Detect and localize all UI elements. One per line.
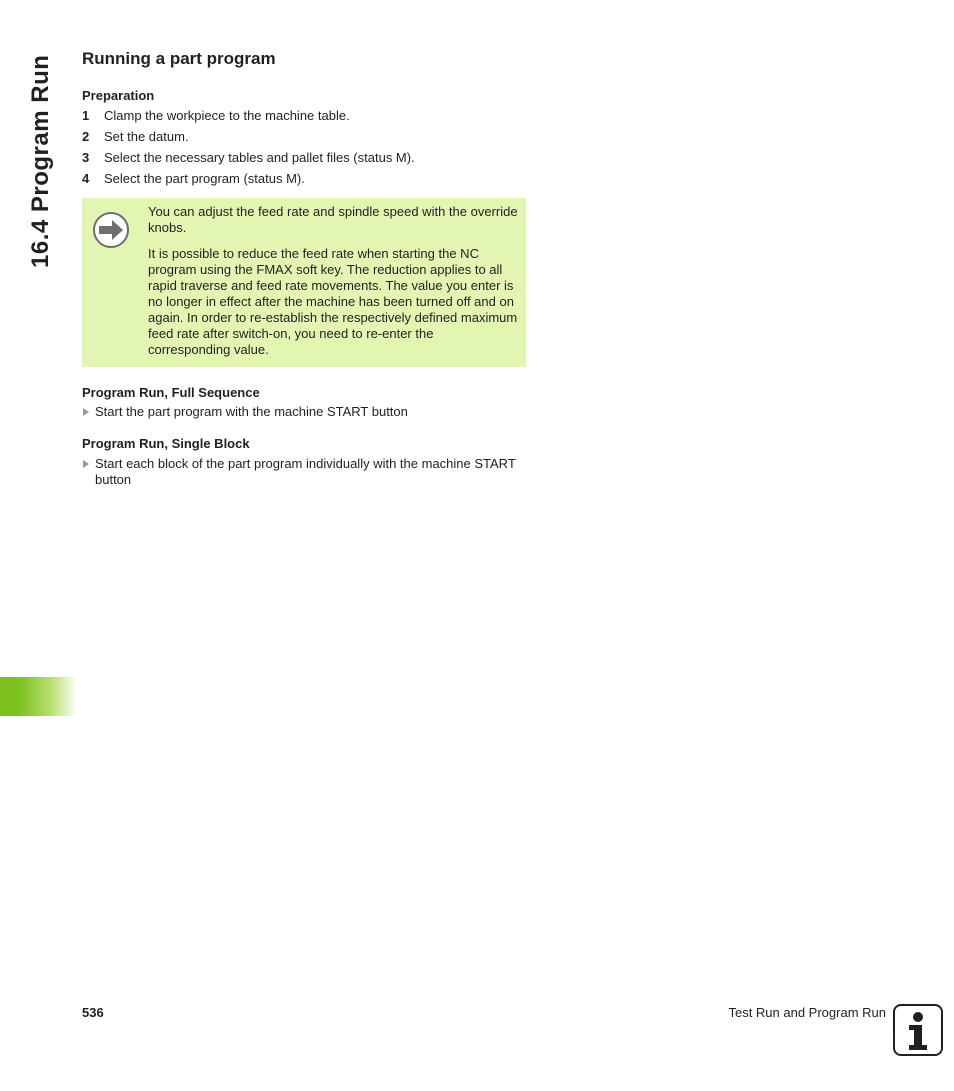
bullet-triangle-icon <box>83 408 89 416</box>
full-sequence-bullet <box>82 404 525 420</box>
step-number: 2 <box>82 129 90 144</box>
note-paragraph: It is possible to reduce the feed rate when starting the NC program using the FMAX soft key. The reduction applies to all rapid traverse and feed rate movements. The value you enter is no longer in effect after the machine has been turned off and on again. In order to re-establish the respectively defined maximum feed rate after switch-on, you need to re-enter the corresponding value. <box>148 246 518 357</box>
arrow-right-icon <box>92 211 130 249</box>
info-icon[interactable] <box>893 1004 943 1056</box>
bullet-text: Start each block of the part program individually with the machine START button <box>95 456 516 487</box>
note-paragraph: You can adjust the feed rate and spindle speed with the override knobs. <box>148 204 518 235</box>
preparation-steps <box>82 107 415 191</box>
step-text: Clamp the workpiece to the machine table. <box>104 108 350 123</box>
step-number: 4 <box>82 171 90 186</box>
footer-chapter-title: Test Run and Program Run <box>728 1005 886 1020</box>
step-text: Set the datum. <box>104 129 189 144</box>
side-chapter-title <box>26 52 60 272</box>
main-content <box>82 48 527 487</box>
list-item <box>82 107 415 128</box>
step-text: Select the necessary tables and pallet files (status M). <box>104 150 415 165</box>
full-sequence-heading: Program Run, Full Sequence <box>82 385 260 400</box>
single-block-bullet <box>82 456 525 488</box>
list-item <box>82 170 415 191</box>
list-item <box>82 149 415 170</box>
section-title: Running a part program <box>82 49 276 68</box>
bullet-text: Start the part program with the machine START button <box>95 404 408 419</box>
side-chapter-title-text: 16.4 Program Run <box>27 54 54 268</box>
preparation-heading: Preparation <box>82 88 155 103</box>
list-item <box>82 128 415 149</box>
bullet-triangle-icon <box>83 460 89 468</box>
chapter-tab-marker <box>0 677 77 716</box>
page-number: 536 <box>82 1005 104 1020</box>
note-box <box>82 198 526 367</box>
step-number: 1 <box>82 108 90 123</box>
step-number: 3 <box>82 150 90 165</box>
step-text: Select the part program (status M). <box>104 171 305 186</box>
single-block-heading: Program Run, Single Block <box>82 436 250 451</box>
